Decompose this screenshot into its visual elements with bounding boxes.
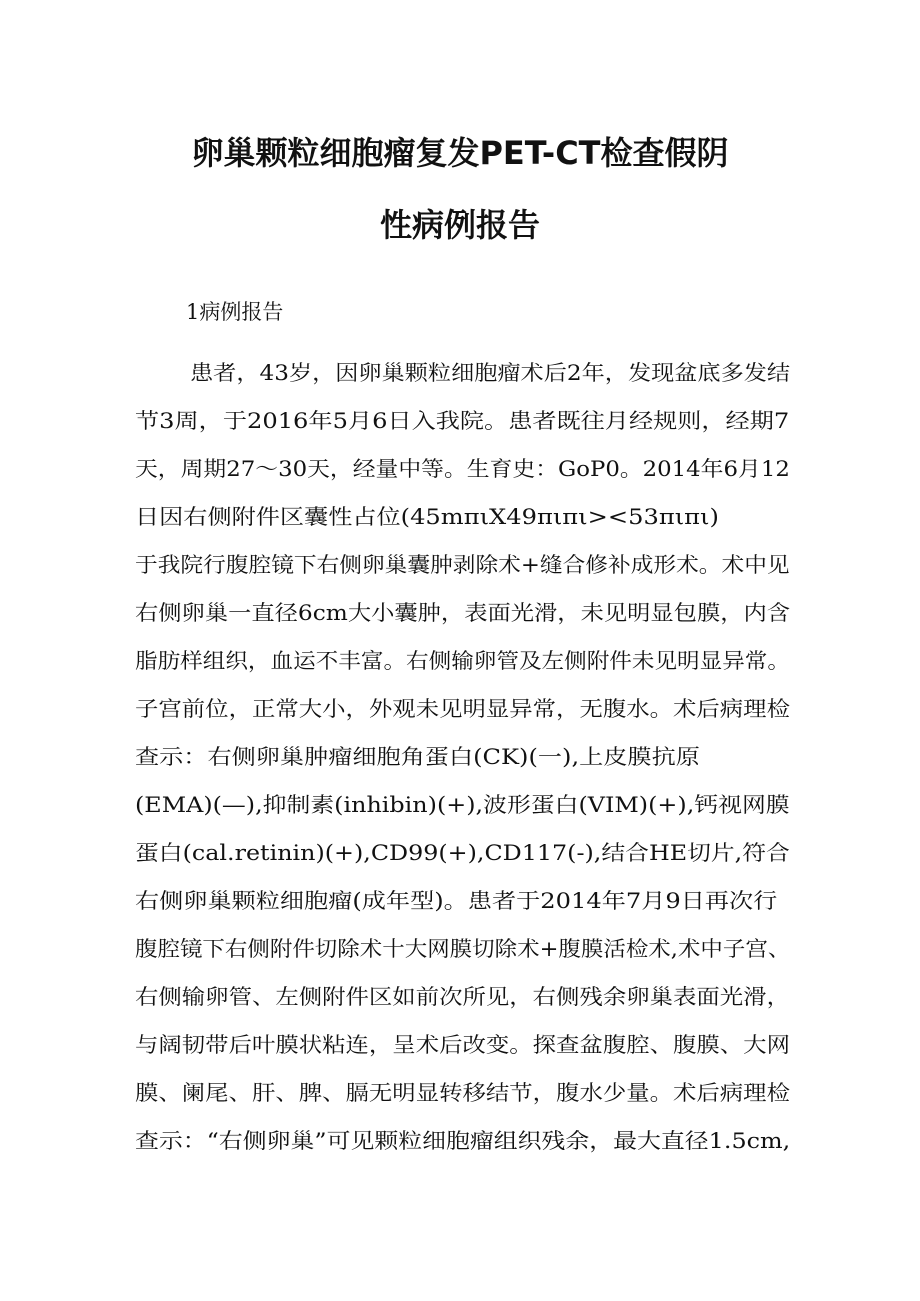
document-title-line-2: 性病例报告 [379,206,540,244]
body-text-line: 右侧卵巢一直径6cm大小囊肿，表面光滑，未见明显包膜，内含 [135,601,791,625]
body-text-line: 于我院行腹腔镜下右侧卵巢囊肿剥除术+缝合修补成形术。术中见 [135,553,790,577]
body-text-line: 腹腔镜下右侧附件切除术十大网膜切除术+腹膜活检术,术中子宫、 [135,937,791,961]
body-text-line: 节3周，于2016年5月6日入我院。患者既往月经规则，经期7 [135,409,790,433]
body-text-line: 天，周期27～30天，经量中等。生育史：GoP0。2014年6月12 [135,457,790,481]
body-text-line: 子宫前位，正常大小，外观未见明显异常，无腹水。术后病理检 [135,697,790,721]
body-text-line: (EMA)(—),抑制素(inhibin)(+),波形蛋白(VIM)(+),钙视网膜 [135,793,790,817]
body-text-line: 与阔韧带后叶膜状粘连，呈术后改变。探查盆腹腔、腹膜、大网 [135,1033,790,1057]
body-text-line: 查示：“右侧卵巢”可见颗粒细胞瘤组织残余，最大直径1.5cm, [135,1129,791,1153]
body-text-line: 查示：右侧卵巢肿瘤细胞角蛋白(CK)(一),上皮膜抗原 [135,745,700,769]
section-heading: 1病例报告 [186,300,284,324]
body-text-line: 患者，43岁，因卵巢颗粒细胞瘤术后2年，发现盆底多发结 [190,361,791,385]
body-text-line: 右侧输卵管、左侧附件区如前次所见，右侧残余卵巢表面光滑， [135,985,790,1009]
document-title-line-1: 卵巢颗粒细胞瘤复发PET-CT检查假阴 [191,134,729,172]
body-text-line: 日因右侧附件区囊性占位(45mπιX49πιπι><53πιπι) [135,505,719,529]
body-text-line: 膜、阑尾、肝、脾、膈无明显转移结节，腹水少量。术后病理检 [135,1081,790,1105]
body-text-line: 脂肪样组织，血运不丰富。右侧输卵管及左侧附件未见明显异常。 [135,649,790,673]
body-text-line: 右侧卵巢颗粒细胞瘤(成年型)。患者于2014年7月9日再次行 [135,889,778,913]
body-text-line: 蛋白(cal.retinin)(+),CD99(+),CD117(-),结合HE切片,符合 [135,841,790,865]
